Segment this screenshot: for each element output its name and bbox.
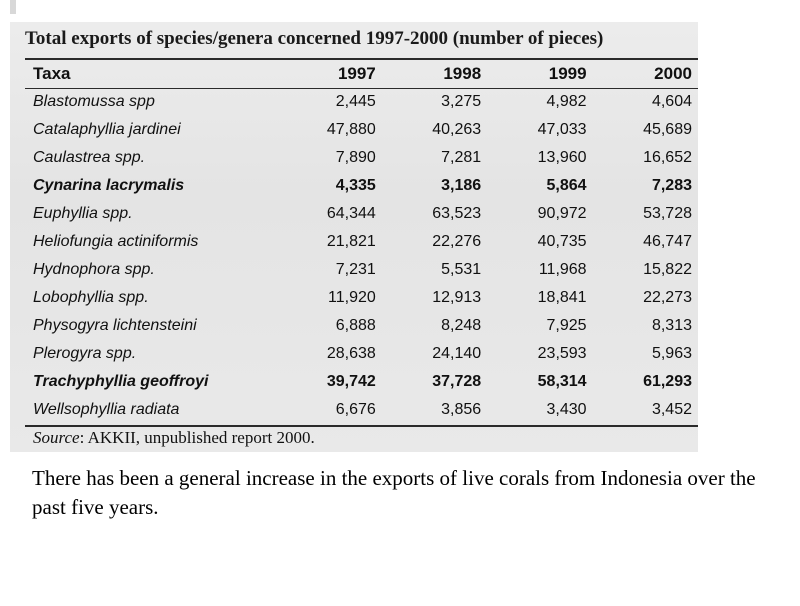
value-2000-cell: 61,293 [643, 373, 692, 390]
table-row [25, 256, 698, 284]
table-row [25, 396, 698, 424]
taxa-cell: Wellsophyllia radiata [33, 401, 180, 418]
value-1997-cell: 7,890 [335, 149, 376, 166]
table-row [25, 228, 698, 256]
table-row [25, 172, 698, 200]
table-row [25, 200, 698, 228]
value-1998-cell: 3,186 [441, 177, 482, 194]
value-2000-cell: 7,283 [651, 177, 692, 194]
value-1998-cell: 3,275 [441, 93, 482, 110]
taxa-cell: Hydnophora spp. [33, 261, 155, 278]
table-row [25, 284, 698, 312]
value-1999-cell: 58,314 [537, 373, 587, 390]
table-row [25, 144, 698, 172]
value-1999-cell: 18,841 [537, 289, 587, 306]
value-2000-cell: 8,313 [651, 317, 692, 334]
table-header-row [25, 60, 698, 88]
header-1998: 1998 [443, 64, 482, 83]
value-1997-cell: 28,638 [326, 345, 376, 362]
value-1998-cell: 8,248 [441, 317, 482, 334]
value-1998-cell: 24,140 [432, 345, 482, 362]
table-row [25, 312, 698, 340]
value-2000-cell: 16,652 [643, 149, 692, 166]
table-bottom-rule [25, 425, 698, 427]
value-1999-cell: 47,033 [537, 121, 587, 138]
table-source [33, 428, 315, 448]
scan-edge-mark [10, 0, 16, 14]
taxa-cell: Heliofungia actiniformis [33, 233, 199, 250]
value-1997-cell: 21,821 [326, 233, 376, 250]
value-1999-cell: 23,593 [537, 345, 587, 362]
source-text: : AKKII, unpublished report 2000. [79, 428, 315, 447]
value-1998-cell: 7,281 [441, 149, 482, 166]
value-1998-cell: 5,531 [441, 261, 482, 278]
value-1998-cell: 12,913 [432, 289, 482, 306]
value-1999-cell: 40,735 [537, 233, 587, 250]
value-1998-cell: 37,728 [432, 373, 482, 390]
value-1999-cell: 5,864 [546, 177, 587, 194]
value-1998-cell: 40,263 [432, 121, 482, 138]
value-2000-cell: 46,747 [643, 233, 692, 250]
taxa-cell: Cynarina lacrymalis [33, 177, 185, 194]
taxa-cell: Euphyllia spp. [33, 205, 133, 222]
taxa-cell: Physogyra lichtensteini [33, 317, 197, 334]
value-2000-cell: 22,273 [643, 289, 692, 306]
value-1999-cell: 13,960 [537, 149, 587, 166]
value-1999-cell: 3,430 [546, 401, 587, 418]
header-1997: 1997 [337, 64, 376, 83]
table-row [25, 116, 698, 144]
value-1999-cell: 90,972 [537, 205, 587, 222]
taxa-cell: Trachyphyllia geoffroyi [33, 373, 209, 390]
value-1999-cell: 4,982 [546, 93, 587, 110]
value-1998-cell: 3,856 [441, 401, 482, 418]
header-taxa: Taxa [33, 64, 71, 83]
value-1999-cell: 11,968 [538, 261, 587, 278]
header-1999: 1999 [548, 64, 587, 83]
taxa-cell: Caulastrea spp. [33, 149, 146, 166]
table-body [25, 88, 698, 424]
value-2000-cell: 3,452 [651, 401, 692, 418]
value-1997-cell: 2,445 [335, 93, 376, 110]
value-1997-cell: 47,880 [326, 121, 376, 138]
value-2000-cell: 15,822 [643, 261, 692, 278]
taxa-cell: Blastomussa spp [33, 93, 155, 110]
exports-table [25, 60, 698, 424]
taxa-cell: Plerogyra spp. [33, 345, 137, 362]
table-row [25, 88, 698, 116]
value-2000-cell: 4,604 [651, 93, 692, 110]
header-2000: 2000 [654, 64, 692, 83]
value-1997-cell: 7,231 [335, 261, 376, 278]
value-2000-cell: 5,963 [651, 345, 692, 362]
value-1999-cell: 7,925 [546, 317, 587, 334]
value-1997-cell: 6,676 [335, 401, 376, 418]
value-1998-cell: 22,276 [432, 233, 482, 250]
value-2000-cell: 45,689 [643, 121, 692, 138]
slide-caption: There has been a general increase in the exports of live corals from Indonesia over the past five years. [32, 466, 756, 519]
value-2000-cell: 53,728 [643, 205, 692, 222]
source-label: Source [33, 428, 80, 447]
value-1997-cell: 39,742 [326, 373, 376, 390]
value-1997-cell: 4,335 [335, 177, 376, 194]
value-1997-cell: 6,888 [335, 317, 376, 334]
value-1997-cell: 11,920 [328, 289, 376, 306]
table-row [25, 340, 698, 368]
taxa-cell: Lobophyllia spp. [33, 289, 149, 306]
table-row [25, 368, 698, 396]
value-1998-cell: 63,523 [432, 205, 482, 222]
value-1997-cell: 64,344 [326, 205, 376, 222]
taxa-cell: Catalaphyllia jardinei [33, 121, 181, 138]
table-title: Total exports of species/genera concerned 1997-2000 (number of pieces) [25, 28, 604, 49]
